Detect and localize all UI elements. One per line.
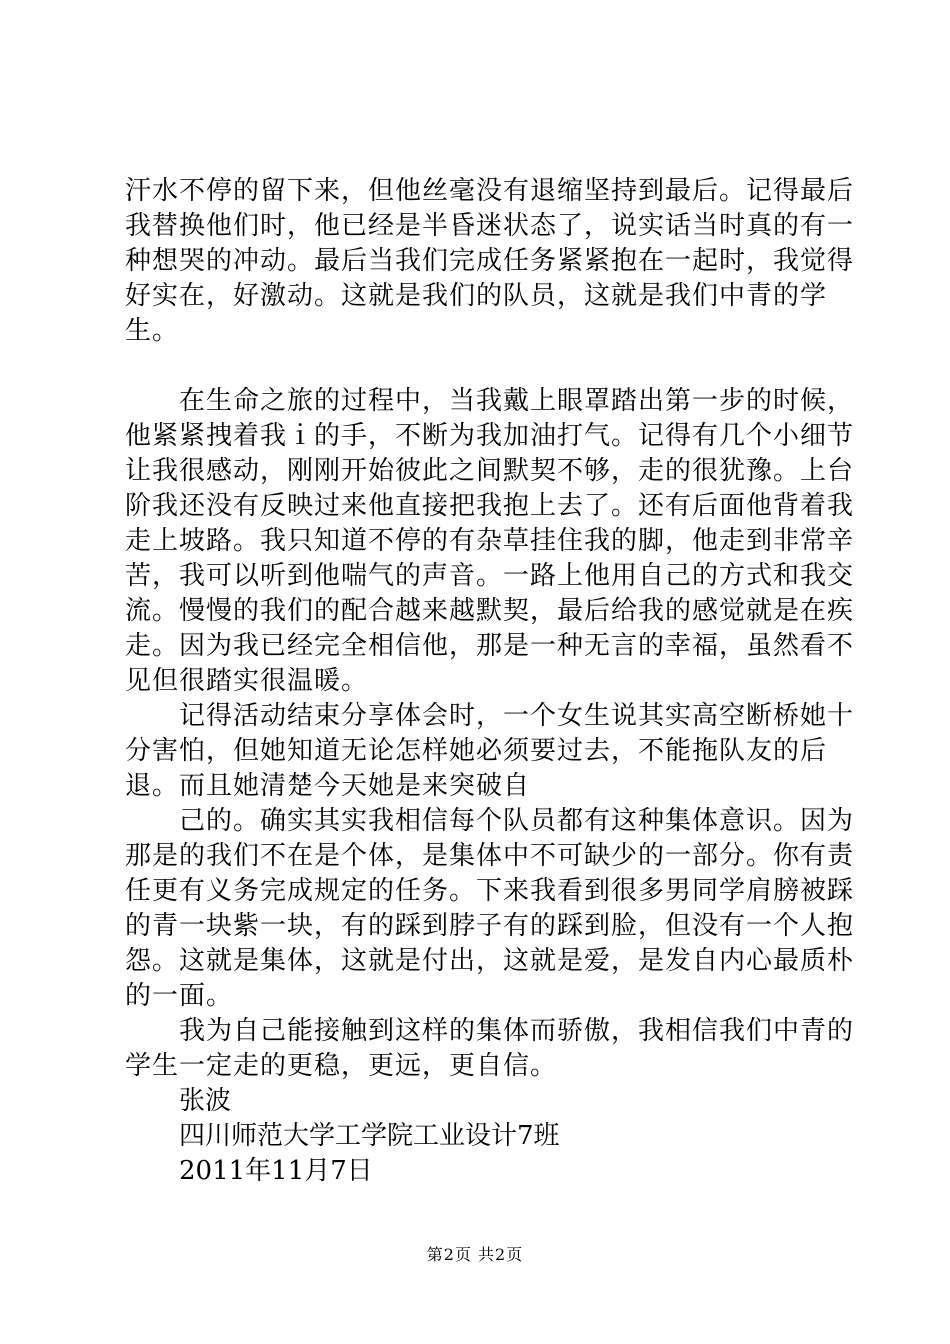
paragraph-5: 我为自己能接触到这样的集体而骄傲，我相信我们中青的学生一定走的更稳，更远，更自信。 [125, 1016, 855, 1081]
signature-date: 2011年11月7日 [179, 1156, 373, 1186]
signature-affiliation: 四川师范大学工学院工业设计7班 [179, 1121, 560, 1151]
page-number: 第2页 共2页 [426, 1245, 524, 1264]
paragraph-1: 汗水不停的留下来，但他丝毫没有退缩坚持到最后。记得最后我替换他们时，他已经是半昏迷状态了，说实话当时真的有一种想哭的冲动。最后当我们完成任务紧紧抱在一起时，我觉得好实在，好激动。这就是我们的队员，这就是我们中青的学生。 [125, 176, 855, 346]
document-body [125, 174, 860, 1189]
paragraph-3: 记得活动结束分享体会时，一个女生说其实高空断桥她十分害怕，但她知道无论怎样她必须要过去，不能拖队友的后退。而且她清楚今天她是来突破自 [125, 701, 855, 801]
signature-name: 张波 [179, 1086, 232, 1116]
paragraph-2: 在生命之旅的过程中，当我戴上眼罩踏出第一步的时候，他紧紧拽着我ｉ的手，不断为我加油打气。记得有几个小细节让我很感动，刚刚开始彼此之间默契不够，走的很犹豫。上台阶我还没有反映过来他直接把我抱上去了。还有后面他背着我走上坡路。我只知道不停的有杂草挂住我的脚，他走到非常辛苦，我可以听到他喘气的声音。一路上他用自己的方式和我交流。慢慢的我们的配合越来越默契，最后给我的感觉就是在疾走。因为我已经完全相信他，那是一种无言的幸福，虽然看不见但很踏实很温暖。 [125, 386, 855, 696]
paragraph-4: 己的。确实其实我相信每个队员都有这种集体意识。因为那是的我们不在是个体，是集体中不可缺少的一部分。你有责任更有义务完成规定的任务。下来我看到很多男同学肩膀被踩的青一块紫一块，有的踩到脖子有的踩到脸，但没有一个人抱怨。这就是集体，这就是付出，这就是爱，是发自内心最质朴的一面。 [125, 806, 855, 1011]
page-footer [0, 1245, 950, 1265]
